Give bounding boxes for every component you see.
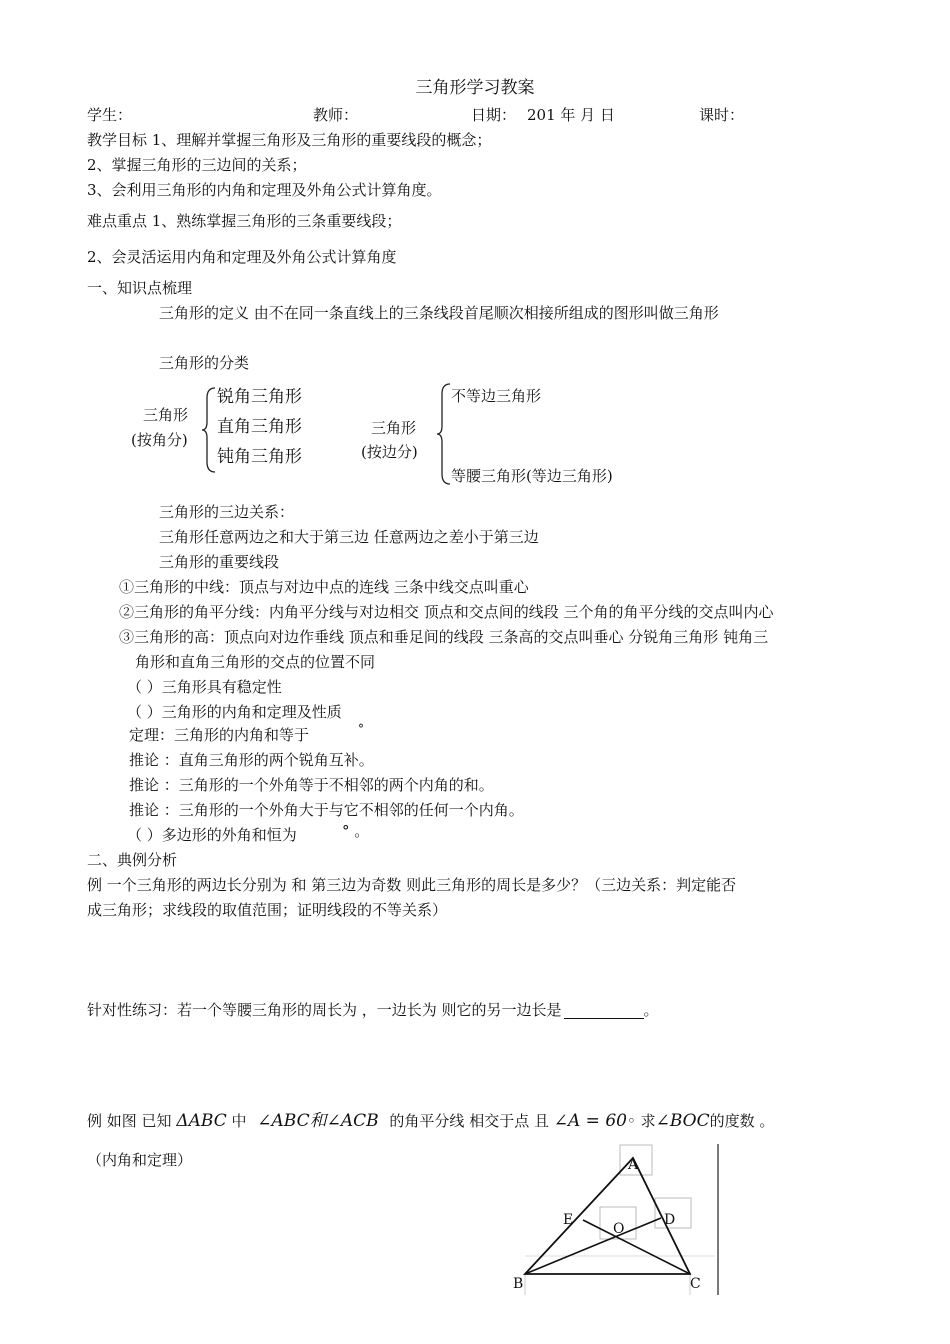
angle-sum-title: （ ）三角形的内角和定理及性质 [127,703,342,721]
important-lines-title: 三角形的重要线段 [159,553,280,571]
acute-triangle: 锐角三角形 [217,387,302,407]
sides-relation: 三角形任意两边之和大于第三边 任意两边之差小于第三边 [159,528,539,546]
key-point-1: 难点重点 1、熟练掌握三角形的三条重要线段； [87,212,402,230]
right-triangle: 直角三角形 [217,417,302,437]
label-d: D [664,1212,676,1228]
angle-brace-icon [201,386,217,474]
teacher-label: 教师： [313,106,359,124]
example2-line [87,1111,774,1131]
example1-line2: 成三角形；求线段的取值范围；证明线段的不等关系） [87,901,448,919]
practice-text: 针对性练习：若一个等腰三角形的周长为 ，一边长为 则它的另一边长是 [87,1001,562,1019]
corollary-2: 推论 ：三角形的一个外角等于不相邻的两个内角的和。 [129,776,494,794]
label-e: E [563,1212,574,1228]
answer-blank [564,1004,644,1019]
side-brace-icon [436,382,452,486]
example2-intro: 例 如图 已知 [87,1112,172,1130]
triangle-figure [500,1140,740,1300]
lesson-label: 课时： [699,106,745,124]
example2-note: （内角和定理） [87,1151,193,1169]
triangle-definition: 三角形的定义 由不在同一条直线上的三条线段首尾顺次相接所组成的图形叫做三角形 [159,304,719,322]
degree-mark: ° [358,722,364,736]
practice-question [87,1001,659,1019]
example2-condition: ∠A = 60 [553,1111,627,1131]
objective-3: 3、会利用三角形的内角和定理及外角公式计算角度。 [87,181,442,199]
example1-line1: 例 一个三角形的两边长分别为 和 第三边为奇数 则此三角形的周长是多少？（三边关系：判定能否 [87,876,737,894]
student-label: 学生： [87,106,133,124]
example2-triangle: ΔABC [176,1111,227,1131]
example2-mid: 的角平分线 相交于点 且 [389,1112,549,1130]
altitude-item-cont: 角形和直角三角形的交点的位置不同 [135,653,376,671]
isosceles-triangle: 等腰三角形(等边三角形) [451,467,613,485]
altitude-item: ③三角形的高：顶点向对边作垂线 顶点和垂足间的线段 三条高的交点叫垂心 分锐角三角形 钝角三 [119,628,769,646]
example2-target: ∠BOC [655,1111,710,1131]
label-c: C [690,1276,701,1292]
median-item: ①三角形的中线：顶点与对边中点的连线 三条中线交点叫重心 [119,578,529,596]
page-title: 三角形学习教案 [415,78,535,98]
polygon-exterior: （ ）多边形的外角和恒为 [127,826,297,844]
sides-relation-title: 三角形的三边关系： [159,503,295,521]
date-value: 201 年 月 日 [527,106,615,124]
angle-sum-theorem: 定理：三角形的内角和等于 [129,726,310,744]
by-angle-label: 三角形 [143,406,189,424]
date-label: 日期： [471,106,517,124]
section2-heading: 二、典例分析 [87,851,178,869]
practice-end: 。 [643,1001,659,1019]
polygon-exterior-end: ° 。 [342,822,370,840]
by-angle-sublabel: (按角分) [131,431,188,449]
key-point-2: 2、会灵活运用内角和定理及外角公式计算角度 [87,248,397,266]
example2-in: 中 [231,1112,247,1130]
stability-item: （ ）三角形具有稳定性 [127,678,282,696]
example2-ask: ◦ 求 [626,1112,656,1130]
label-b: B [513,1276,524,1292]
corollary-1: 推论 ：直角三角形的两个锐角互补。 [129,751,374,769]
corollary-3: 推论 ：三角形的一个外角大于与它不相邻的任何一个内角。 [129,801,524,819]
by-side-sublabel: (按边分) [361,443,418,461]
example2-angles: ∠ABC和∠ACB [257,1111,379,1131]
objective-1: 教学目标 1、理解并掌握三角形及三角形的重要线段的概念； [87,131,492,149]
objective-2: 2、掌握三角形的三边间的关系； [87,156,307,174]
label-o: O [613,1221,625,1237]
label-a: A [628,1157,639,1173]
obtuse-triangle: 钝角三角形 [217,447,302,467]
bisector-bd [525,1218,661,1274]
by-side-label: 三角形 [371,419,417,437]
bisector-item: ②三角形的角平分线：内角平分线与对边相交 顶点和交点间的线段 三个角的角平分线的交点叫内心 [119,603,774,621]
scalene-triangle: 不等边三角形 [451,387,542,405]
example2-end: 的度数 。 [709,1112,775,1130]
section1-heading: 一、知识点梳理 [87,279,193,297]
classification-title: 三角形的分类 [159,354,250,372]
